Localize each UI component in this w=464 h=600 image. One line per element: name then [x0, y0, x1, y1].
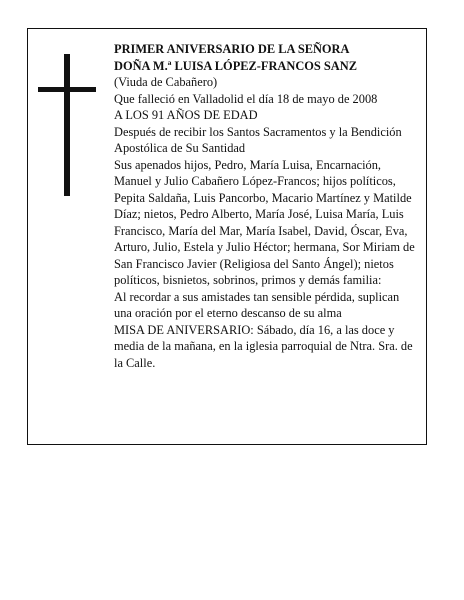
widow-of: (Viuda de Cabañero) — [114, 75, 218, 89]
death-info: Que falleció en Valladolid el día 18 de mayo de 2008 — [114, 91, 378, 106]
prayer-request: Al recordar a sus amistades tan sensible pérdida, suplican una oración por el eterno descanso de su alma — [114, 289, 400, 320]
sacraments-text: Después de recibir los Santos Sacramentos y la Bendición Apostólica de Su Santidad — [114, 124, 402, 155]
notice-title-line2: DOÑA M.ª LUISA LÓPEZ-FRANCOS SANZ — [114, 58, 357, 73]
obituary-notice-text — [114, 41, 418, 371]
cross-icon — [38, 54, 96, 196]
anniversary-mass: MISA DE ANIVERSARIO: Sábado, día 16, a las doce y media de la mañana, en la iglesia parroquial de Ntra. Sra. de la Calle. — [114, 322, 413, 370]
age-at-death: A LOS 91 AÑOS DE EDAD — [114, 108, 258, 122]
notice-title-line1: PRIMER ANIVERSARIO DE LA SEÑORA — [114, 42, 350, 56]
family-list: Sus apenados hijos, Pedro, María Luisa, Encarnación, Manuel y Julio Cabañero López-Francos; hijos políticos, Pepita Saldaña, Luis Pancorbo, Macario Martínez y Matilde Díaz; nietos, Pedro Alberto, María José, Luisa María, Luis Francisco, María del Mar, María Isabel, David, Óscar, Eva, Arturo, Julio, Estela y Julio Héctor; hermana, Sor Miriam de San Francisco Javier (Religiosa del Santo Ángel); nietos políticos, bisnietos, sobrinos, primos y demás familia: — [114, 157, 415, 287]
